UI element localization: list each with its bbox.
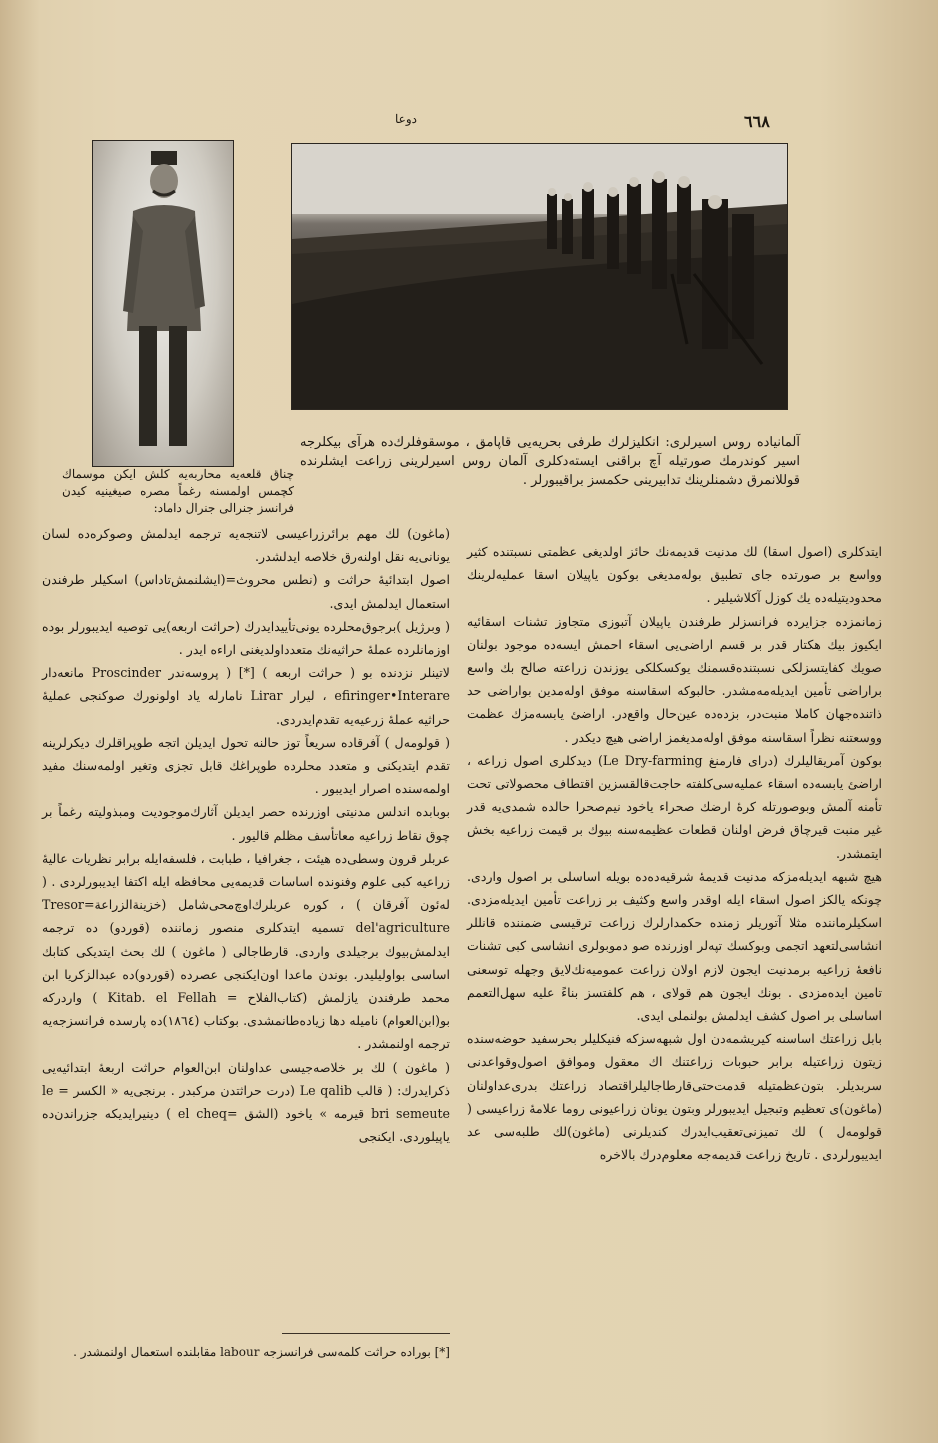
photo-prisoners (291, 143, 788, 410)
caption-general: چناق قلعه‌یه محاربه‌یه كلش ایكن موسماك كچمس اولمسنه رغماً مصره صیغینیه كیدن فرانسز جنرالی جنرال داماد: (62, 467, 294, 515)
paragraph: اصول ابتدائیهٔ حراثت و (نطس محروث=(ایشلنمش‌تاداس) اسكیلر طرفندن استعمال ایدلمش ایدی. (42, 572, 450, 611)
paragraph: ( ماغون ) لك بر خلاصه‌جیسی عداولنان ابن‌العوام حراثت اربعهٔ ابتدائیه‌یی ذكرایدرك: ( قالب Le qalib (درت حراثتدن مركبدر . برنجی‌یه « الكسر = le bri semeute قیرمه » یاخود (الشق =el cheq ) دینیرایدیكه جزراندن‌ده یاپیلوردی. ایكنجی (42, 1059, 450, 1145)
paragraph: ( وبرژیل )برجوق‌محلرده‌ یونی‌تأییدایدرك (حراثت اربعه)یی توصیه ایدیبورلر بوده اوزمانلرده عملهٔ حراثیه‌نك متعدداولدیغنی اراءه ایدر . (42, 618, 450, 658)
paragraph: (ماغون) لك مهم برائرزراعیسی لاتنجه‌یه ترجمه ایدلمش وصوكره‌ده لسان یونانی‌یه نقل اولنه‌رق خلاصه ایدلشدر. (42, 526, 450, 565)
paragraph: ایتدكلری (اصول اسقا) لك مدنیت قدیمه‌نك حائز اولدیغی عظمتی نسبتنده كثیر وواسع بر صورتده جای تطبیق بوله‌مدیغی بوكون یاپیلان اسقا عملیه‌لرینك محدودیتیله‌ده یك كوزل آكلاشیلیر . (467, 544, 882, 606)
general-portrait-graphic (93, 141, 233, 466)
paragraph: بوكون آمریقالیلرك (درای فارمنغ Le Dry-farming) دیدكلری اصول زراعه ، اراضئ یابسه‌ده اسقاء عملیه‌سی‌كلفته حاجت‌قالقسزین اقتطاف محصولاتی تحت تأمنه آلمش وبوصورتله كرهٔ ارضك صحراء یاخود نیم‌صحرا حالده شمدی‌یه قدر غیر منبت قیرچاق فرض اولنان قطعات عظیمه‌سنه بیوك بر قیمت زراعیه بخش ایتمشدر. (467, 752, 882, 861)
paragraph: بوبابده اندلس مدنیتی اوزرنده حصر ایدیلن آثارك‌موجودیت ومبذولیته رغماً بر چوق نقاط زراعیه معاتأسف مظلم قالیور . (42, 804, 450, 843)
page-number: ٦٦٨ (744, 112, 770, 131)
paragraph: لاتینلر نزدنده بو ( حراثت اربعه ) [*] ( پروسه‌ندر Proscinder مانعه‌دار efiringer‌•Interare ، لیرار Lirar نامارله یاد اولونورك صوكنجی عملیهٔ حراثیه عملهٔ زرعیه‌یه تقدم‌ایدردی. (42, 665, 450, 727)
right-column (467, 540, 882, 1166)
running-header: دوعا (395, 112, 417, 126)
photo-general (92, 140, 234, 467)
caption-prisoners: آلمانياده روس اسیرلری: انكلیزلرك طرفی بحریه‌یی قاپامق ، موسقوفلرك‌ده هرآی بیكلرجه اسیر كوندرمك صورتیله آچ براقنی ایسته‌دكلری آلمان روس اسیرلرینی زراعت ایشلرنده قوللانمرق دشمنلرینك تدابیرینی حكمسز براقیبورلر . (300, 435, 800, 488)
paragraph: زمانمزده جزایرده فرانسزلر طرفندن یاپیلان آتبوزی متجاوز تشنات اسقائیه ایكیوز بیك هكتار قدر بر قسم اراضی‌یی اسقاء احمش ایسه‌ده موجود بولنان صویك كفایتسزلكی نسبتنده‌قسمنك یوكسكلكی یوزندن زراعته صالح بك واسع براراضی تأمین ایدیله‌مه‌مشدر. حالبوكه اسقاسنه موفق اوله‌مدین بواراضی حد ذاتنده‌جهان كاملا منبت‌در، بزده‌ده عین‌حال واقع‌در. اراضئ یابسه‌مزك عظمت ووسعتنه نظراً اسقاسنه موفق اوله‌مدیغمز اراضی هیچ دیكدر . (467, 613, 882, 745)
paragraph: هیچ شبهه ایدیله‌مزكه مدنیت قدیمهٔ شرقیه‌ده‌ده بویله اساسلی بر اصول واردی. چونكه یالكز اصول اسقاء ایله اوقدر واسع وكثیف بر زراعت تأمین ایدیله‌مزدی. اسكیلرماننده مثلا آتوریلر زمنده حكمدارلرك زراعت ترقیسی ضمننده قانللر انشاسی‌لتعهد اتجمی وبوكسك تپه‌لر اوزرنده صو دموبولری انشاسی كبی تشنات نافعهٔ زراعیه برمدنیت ایجون لازم اولان زراعت عمومیه‌نك‌لایق وجهله توسعنی تامین ایده‌مزدی . بونك ایجون هم قولای ، هم كلفتسز بناءً علیه سهل‌التعمم اساسلی بر اصول كشف ایدلمش بولنملی ایدی. (467, 868, 882, 1024)
left-column (42, 522, 450, 1148)
footnote: [*] بوراده حراثت كلمه‌سی فرانسزجه labour مقابلنده استعمال اولنمشدر . (73, 1345, 450, 1359)
paragraph: بابل زراعتك اساسنه كیریشمه‌دن اول شبهه‌سزكه فنیكلیلر بحرسفید حوضه‌سنده زیتون زراعتیله برابر حبوبات زراعتنك اك معقول وموافق اصول‌وقواعدنی سربدیلر. بتون‌عظمتیله قدمت‌حتی‌قارطاجالیلراقتصاد زراعتك بدری‌عداولنان (ماغون)ی تعظیم وتبجیل ایدیبورلر وبتون یونان زراعیونی روما علامهٔ زراعیسی ( قولومه‌ل ) لك تمیزنی‌تعقیب‌ایدرك كندیلرنی (ماغون)لك طلبه‌سی عد ایدیبورلردی . تاریخ زراعت قدیمه‌جه معلوم‌درك بالاخره (467, 1031, 882, 1163)
prisoners-photo-graphic (292, 144, 787, 409)
paragraph: عربلر قرون وسطی‌ده هیئت ، جغرافیا ، طبابت ، فلسفه‌ایله برابر نظریات عالیهٔ زراعیه كبی علوم وفنونده اساسات قدیمه‌یی محافظه ایله اكتفا ایدیبورلردی . ( له‌ئون آفرقان ) ، كوره عربلرك‌اوچ‌محی‌شامل (خزینة‌الزراعة=Tresor del'agriculture تسمیه ایتدكلری منصور زماننده (قوردو) ده ترجمه ایدلمش‌بیوك برجیلدی واردی. قارطاجالی ( ماغون ) لك بحث ایتدیكی كتابك اساسی بواولیلیدر. بوندن ماعدا اون‌ایكنجی عصرده (قوردو)ده عبدالزكریا ابن محمد طرفندن یازلمش (كتاب‌الفلاح = Kitab. el Fellah ) واردركه بو(ابن‌العوام) نامیله دها زیاده‌طانمشدی. بوكتاب (١٨٦٤)ده پارسده فرانسزجه‌یه ترجمه اولنمشدر . (42, 850, 450, 1052)
paragraph: ( قولومه‌ل ) آفرقاده سریعاً توز حالنه تحول ایدیلن اتجه طوپراقلرك دیكرلرینه تقدم ایتدیكنی و متعدد محلرده طوپراغك قابل تجزی وتغیر اولمه‌سنك مفید اولمه‌سنده اصرار ایدیبور . (42, 734, 450, 797)
footnote-divider (282, 1333, 450, 1334)
